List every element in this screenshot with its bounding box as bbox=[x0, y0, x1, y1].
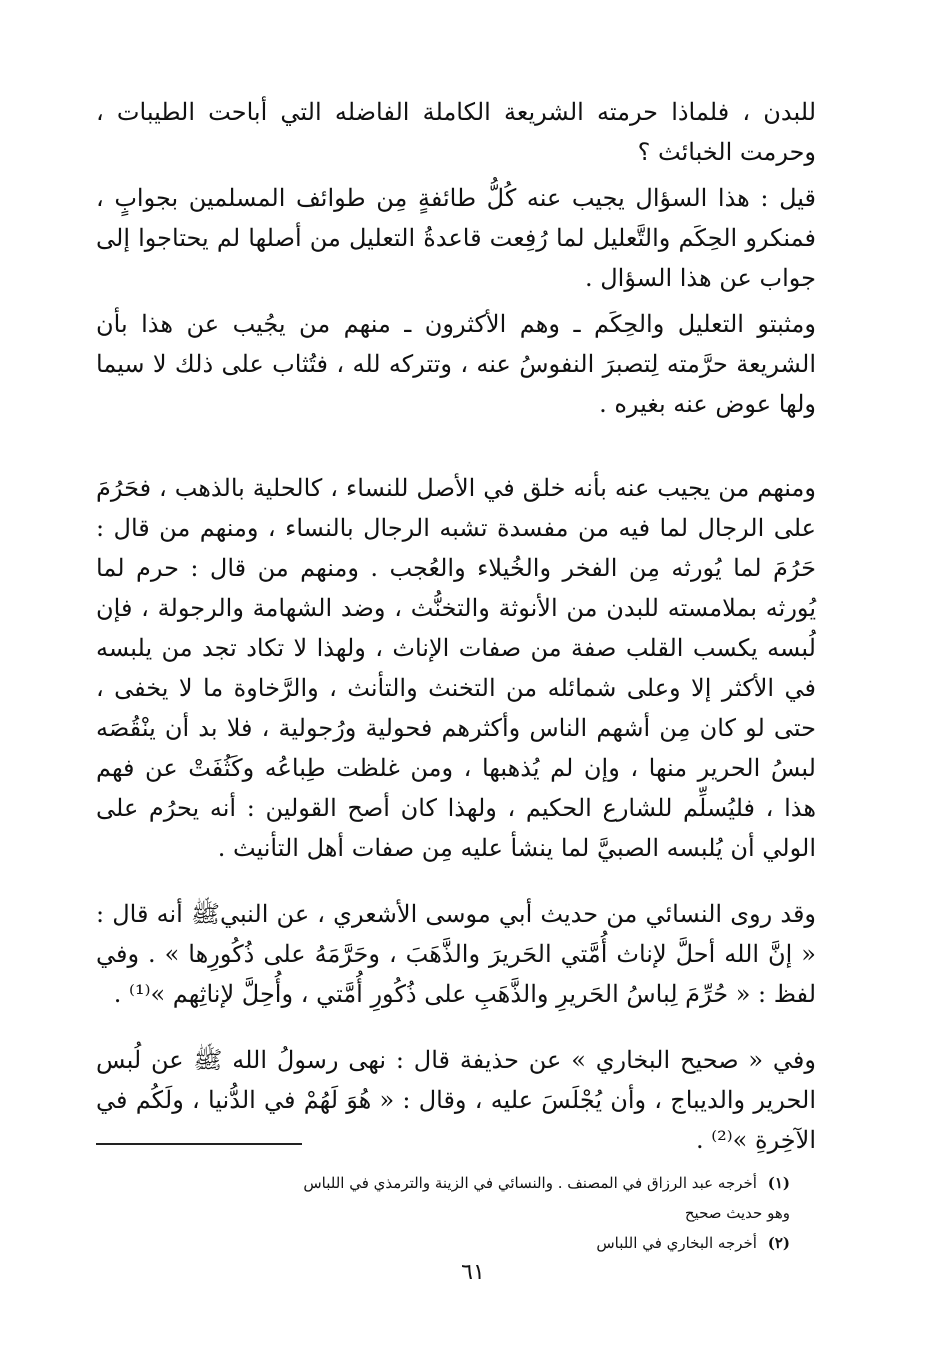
paragraph-3: ومثبتو التعليل والحِكَم ـ وهم الأكثرون ـ منهم من يجُيب عن هذا بأن الشريعة حرَّمته لِتصبرَ النفوسُ عنه ، وتتركه لله ، فتُثاب على ذلك لا سيما ولها عوض عنه بغيره . bbox=[96, 310, 816, 418]
page-number: ٦١ bbox=[461, 1260, 485, 1285]
footnote-text: أخرجه عبد الرزاق في المصنف . والنسائي في الزينة والترمذي في اللباس وهو حديث صحيح bbox=[303, 1174, 790, 1222]
paragraph-2: قيل : هذا السؤال يجيب عنه كُلُّ طائفةٍ مِن طوائف المسلمين بجوابٍ ، فمنكرو الحِكَم والتَّعليل لما رُفِعت قاعدةُ التعليل من أصلها لم يحتاجوا إلى جواب عن هذا السؤال . bbox=[96, 184, 816, 292]
footnote-number: (٢) bbox=[767, 1234, 790, 1252]
page-body bbox=[96, 92, 816, 1342]
footnote-divider bbox=[96, 1143, 302, 1145]
paragraph-1: للبدن ، فلماذا حرمته الشريعة الكاملة الفاضله التي أباحت الطيبات ، وحرمت الخبائث ؟ bbox=[96, 98, 816, 166]
paragraph-6: وفي « صحيح البخاري » عن حذيفة قال : نهى رسولُ الله ﷺ عن لُبس الحرير والديباج ، وأن يُجْلَسَ عليه ، وقال : « هُوَ لَهُمْ في الدُّنيا ، ولَكُم في الآخِرةِ »⁽²⁾ . bbox=[96, 1046, 816, 1154]
footnotes bbox=[300, 1168, 790, 1258]
paragraph-5: وقد روى النسائي من حديث أبي موسى الأشعري ، عن النبيﷺ أنه قال : « إنَّ الله أحلَّ لإناث أُمَّتي الحَريرَ والذَّهَبَ ، وحَرَّمَهُ على ذُكُورِها » . وفي لفظ : « حُرِّمَ لِباسُ الحَريرِ والذَّهَبِ على ذُكُورِ أُمَّتي ، وأُحِلَّ لإناثِهم »⁽¹⁾ . bbox=[96, 900, 817, 1008]
footnote-2 bbox=[300, 1228, 790, 1258]
paragraph-4: ومنهم من يجيب عنه بأنه خلق في الأصل للنساء ، كالحلية بالذهب ، فحَرُمَ على الرجال لما فيه من مفسدة تشبه الرجال بالنساء ، ومنهم من قال : حَرُمَ لما يُورثه مِن الفخر والخُيلاء والعُجب . ومنهم من قال : حرم لما يُورثه بملامسته للبدن من الأنوثة والتخنُّث ، وضد الشهامة والرجولة ، فإن لُبسه يكسب القلب صفة من صفات الإناث ، ولهذا لا تكاد تجد من يلبسه في الأكثر إلا وعلى شمائله من التخنث والتأنث ، والرَّخاوة ما لا يخفى ، حتى لو كان مِن أشهم الناس وأكثرهم فحولية ورُجولية ، فلا بد أن ينْقُصَه لبسُ الحرير منها ، وإن لم يُذهبها ، ومن غلظت طِباعُه وكَثُفَتْ عن فهم هذا ، فليُسلِّم للشارع الحكيم ، ولهذا كان أصح القولين : أنه يحرُم على الولي أن يُلبسه الصبيَّ لما ينشأ عليه مِن صفات أهل التأنيث . bbox=[96, 474, 816, 862]
footnote-text: أخرجه البخاري في اللباس bbox=[596, 1234, 757, 1252]
footnote-1 bbox=[300, 1168, 790, 1228]
footnote-number: (١) bbox=[767, 1174, 790, 1192]
